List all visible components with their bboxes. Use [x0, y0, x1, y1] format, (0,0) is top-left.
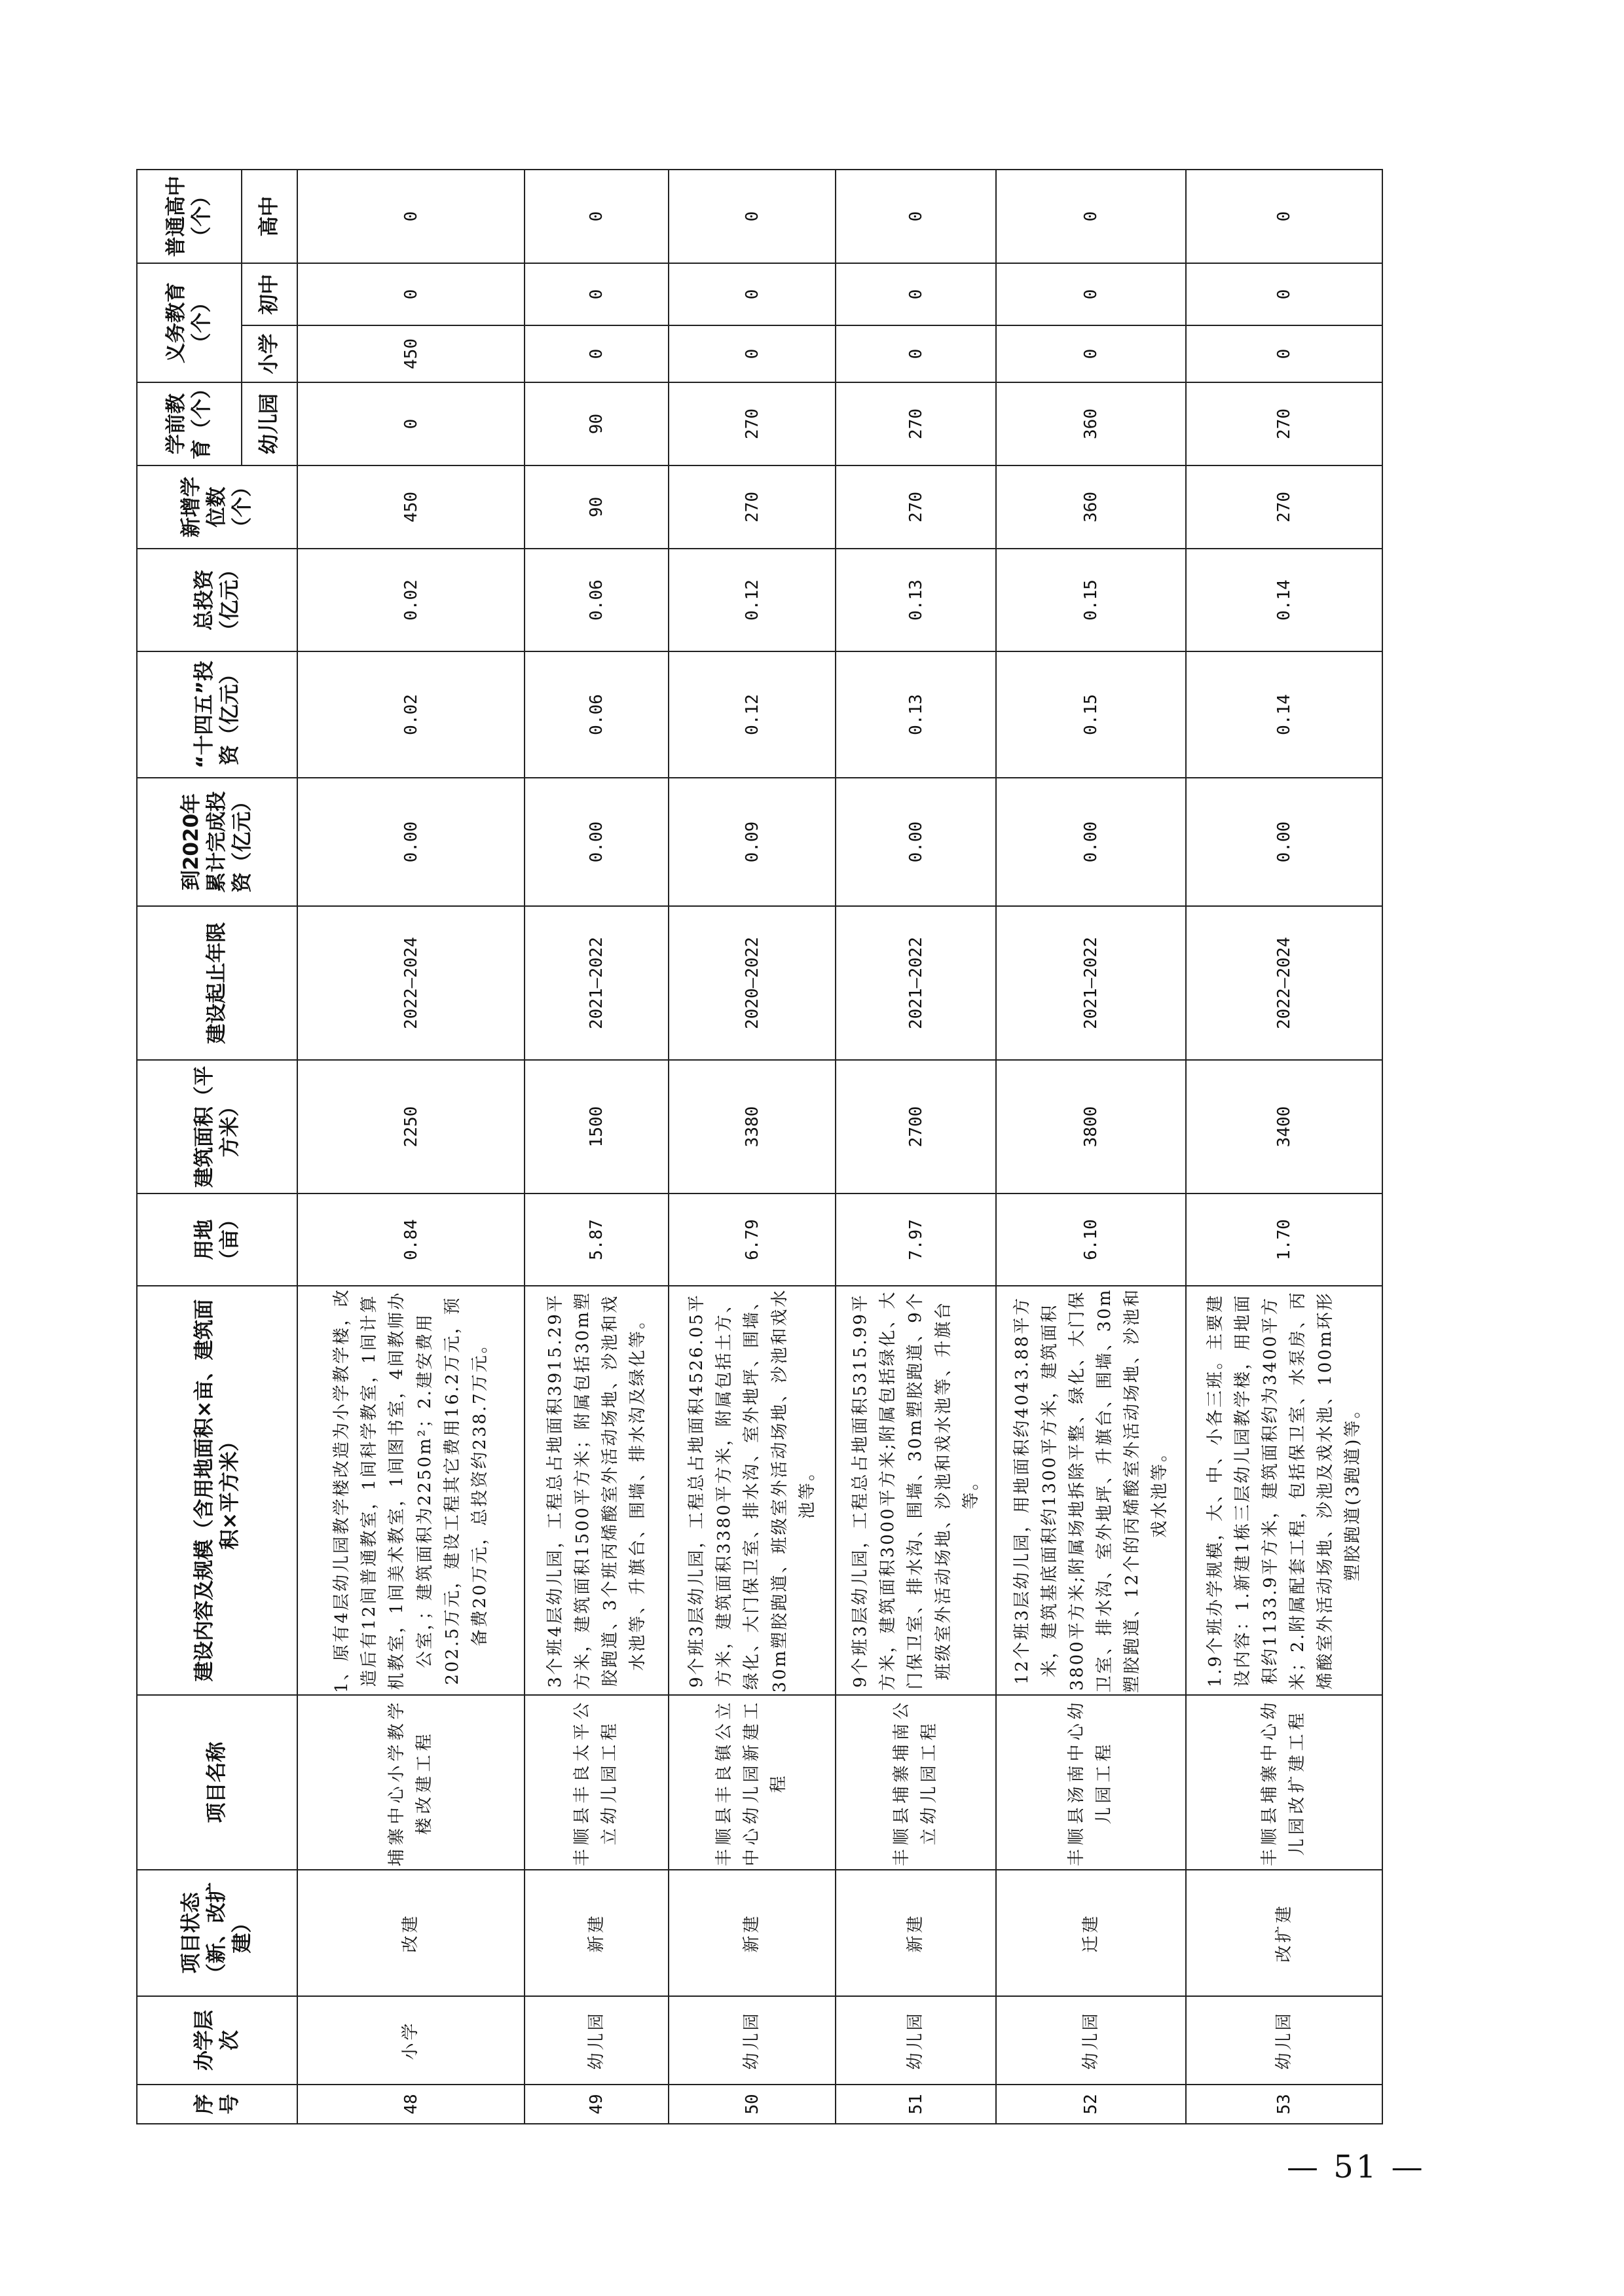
cell-high: 0: [1186, 170, 1382, 263]
cell-land: 6.10: [996, 1194, 1186, 1286]
cell-junior: 0: [1186, 263, 1382, 325]
header-content: 建设内容及规模（含用地面积×亩、建筑面积×平方米）: [137, 1286, 297, 1695]
cell-name: 埔寨中心小学教学楼改建工程: [297, 1695, 525, 1870]
table-row: [297, 170, 525, 2124]
cell-level: 幼儿园: [996, 1996, 1186, 2085]
cell-invest-14th: 0.14: [1186, 651, 1382, 778]
cell-invest-total: 0.12: [669, 549, 836, 651]
cell-status: 新建: [836, 1870, 996, 1996]
cell-land: 5.87: [525, 1194, 669, 1286]
cell-kindergarten: 270: [1186, 382, 1382, 465]
cell-junior: 0: [996, 263, 1186, 325]
cell-floor-area: 3380: [669, 1060, 836, 1194]
cell-primary: 0: [836, 325, 996, 382]
cell-new-seats: 270: [669, 465, 836, 549]
cell-floor-area: 2700: [836, 1060, 996, 1194]
cell-content: 1、原有4层幼儿园教学楼改造为小学教学楼，改造后有12间普通教室，1间科学教室，1间计算机教室，1间美术教室，1间图书室，4间教师办公室，；建筑面积为2250m²；2.建安费用202.5万元，建设工程其它费用16.2万元，预备费20万元，总投资约238.7万元。: [297, 1286, 525, 1695]
header-compulsory: 义务教育（个）: [137, 263, 242, 382]
cell-status: 迁建: [996, 1870, 1186, 1996]
cell-invest-total: 0.02: [297, 549, 525, 651]
cell-content: 9个班3层幼儿园，工程总占地面积5315.99平方米，建筑面积3000平方米;附属包括绿化、大门保卫室、排水沟、围墙、30m塑胶跑道、9个班级室外活动场地、沙池和戏水池等、升旗台等。: [836, 1286, 996, 1695]
cell-primary: 0: [996, 325, 1186, 382]
cell-high: 0: [297, 170, 525, 263]
cell-primary: 0: [669, 325, 836, 382]
cell-junior: 0: [669, 263, 836, 325]
cell-invest-2020: 0.09: [669, 778, 836, 906]
header-invest-2020: 到2020年累计完成投资（亿元）: [137, 778, 297, 906]
cell-name: 丰顺县汤南中心幼儿园工程: [996, 1695, 1186, 1870]
header-kindergarten: 幼儿园: [242, 382, 297, 465]
cell-name: 丰顺县丰良太平公立幼儿园工程: [525, 1695, 669, 1870]
cell-period: 2021—2022: [836, 906, 996, 1060]
cell-junior: 0: [297, 263, 525, 325]
cell-content: 9个班3层幼儿园，工程总占地面积4526.05平方米，建筑面积3380平方米，附属包括土方、绿化、大门保卫室、排水沟、室外地坪、围墙、30m塑胶跑道、班级室外活动场地、沙池和戏水池等。: [669, 1286, 836, 1695]
cell-status: 新建: [669, 1870, 836, 1996]
cell-level: 幼儿园: [669, 1996, 836, 2085]
cell-level: 幼儿园: [836, 1996, 996, 2085]
cell-floor-area: 2250: [297, 1060, 525, 1194]
cell-high: 0: [669, 170, 836, 263]
table-row: [1186, 170, 1382, 2124]
cell-seq: 49: [525, 2085, 669, 2124]
cell-invest-total: 0.15: [996, 549, 1186, 651]
cell-invest-2020: 0.00: [297, 778, 525, 906]
cell-primary: 0: [1186, 325, 1382, 382]
cell-floor-area: 3400: [1186, 1060, 1382, 1194]
cell-new-seats: 360: [996, 465, 1186, 549]
header-seq: 序号: [137, 2085, 297, 2124]
page-number: — 51 —: [1287, 2149, 1426, 2185]
header-floor-area: 建筑面积（平方米）: [137, 1060, 297, 1194]
cell-name: 丰顺县丰良镇公立中心幼儿园新建工程: [669, 1695, 836, 1870]
table-header-row: [137, 170, 242, 2124]
header-period: 建设起止年限: [137, 906, 297, 1060]
cell-new-seats: 90: [525, 465, 669, 549]
cell-primary: 0: [525, 325, 669, 382]
cell-invest-2020: 0.00: [525, 778, 669, 906]
cell-period: 2020—2022: [669, 906, 836, 1060]
cell-status: 改扩建: [1186, 1870, 1382, 1996]
cell-kindergarten: 270: [836, 382, 996, 465]
cell-seq: 53: [1186, 2085, 1382, 2124]
cell-high: 0: [996, 170, 1186, 263]
cell-invest-14th: 0.12: [669, 651, 836, 778]
cell-invest-2020: 0.00: [1186, 778, 1382, 906]
cell-period: 2022—2024: [297, 906, 525, 1060]
cell-invest-14th: 0.13: [836, 651, 996, 778]
cell-seq: 50: [669, 2085, 836, 2124]
header-senior: 普通高中（个）: [137, 170, 242, 263]
cell-kindergarten: 90: [525, 382, 669, 465]
cell-content: 3个班4层幼儿园，工程总占地面积3915.29平方米，建筑面积1500平方米；附属包括30m塑胶跑道、3个班丙烯酸室外活动场地、沙池和戏水池等、升旗台、围墙、排水沟及绿化等。: [525, 1286, 669, 1695]
cell-new-seats: 450: [297, 465, 525, 549]
header-level: 办学层次: [137, 1996, 297, 2085]
cell-name: 丰顺县埔寨埔南公立幼儿园工程: [836, 1695, 996, 1870]
header-invest-total: 总投资（亿元）: [137, 549, 297, 651]
cell-high: 0: [525, 170, 669, 263]
table-row: [669, 170, 836, 2124]
header-new-seats: 新增学位数（个）: [137, 465, 297, 549]
cell-invest-14th: 0.15: [996, 651, 1186, 778]
cell-primary: 450: [297, 325, 525, 382]
cell-land: 6.79: [669, 1194, 836, 1286]
cell-level: 小学: [297, 1996, 525, 2085]
header-name: 项目名称: [137, 1695, 297, 1870]
cell-seq: 48: [297, 2085, 525, 2124]
cell-invest-2020: 0.00: [996, 778, 1186, 906]
cell-land: 0.84: [297, 1194, 525, 1286]
cell-new-seats: 270: [836, 465, 996, 549]
cell-junior: 0: [525, 263, 669, 325]
cell-content: 12个班3层幼儿园，用地面积约4043.88平方米，建筑基底面积约1300平方米，建筑面积3800平方米;附属场地拆除平整、绿化、大门保卫室、排水沟、室外地坪、升旗台、围墙、30m塑胶跑道、12个的丙烯酸室外活动场地、沙池和戏水池等。: [996, 1286, 1186, 1695]
cell-level: 幼儿园: [1186, 1996, 1382, 2085]
cell-invest-14th: 0.06: [525, 651, 669, 778]
cell-period: 2021—2022: [525, 906, 669, 1060]
header-primary: 小学: [242, 325, 297, 382]
cell-floor-area: 1500: [525, 1060, 669, 1194]
cell-content: 1.9个班办学规模，大、中、小各三班。主要建设内容：1.新建1栋三层幼儿园教学楼，用地面积约1133.9平方米，建筑面积约为3400平方米；2.附属配套工程，包括保卫室、水泵房、丙烯酸室外活动场地、沙池及戏水池、100m环形塑胶跑道(3跑道)等。: [1186, 1286, 1382, 1695]
cell-junior: 0: [836, 263, 996, 325]
cell-invest-14th: 0.02: [297, 651, 525, 778]
header-junior: 初中: [242, 263, 297, 325]
cell-kindergarten: 0: [297, 382, 525, 465]
table-row: [525, 170, 669, 2124]
cell-land: 1.70: [1186, 1194, 1382, 1286]
rotated-table-container: [136, 170, 1369, 2124]
cell-status: 改建: [297, 1870, 525, 1996]
header-land: 用地（亩）: [137, 1194, 297, 1286]
cell-invest-total: 0.13: [836, 549, 996, 651]
cell-kindergarten: 270: [669, 382, 836, 465]
cell-land: 7.97: [836, 1194, 996, 1286]
cell-seq: 52: [996, 2085, 1186, 2124]
cell-period: 2021—2022: [996, 906, 1186, 1060]
cell-new-seats: 270: [1186, 465, 1382, 549]
cell-invest-2020: 0.00: [836, 778, 996, 906]
cell-seq: 51: [836, 2085, 996, 2124]
table-row: [836, 170, 996, 2124]
cell-name: 丰顺县埔寨中心幼儿园改扩建工程: [1186, 1695, 1382, 1870]
cell-invest-total: 0.06: [525, 549, 669, 651]
cell-level: 幼儿园: [525, 1996, 669, 2085]
table-row: [996, 170, 1186, 2124]
cell-kindergarten: 360: [996, 382, 1186, 465]
cell-period: 2022—2024: [1186, 906, 1382, 1060]
header-high: 高中: [242, 170, 297, 263]
cell-status: 新建: [525, 1870, 669, 1996]
cell-invest-total: 0.14: [1186, 549, 1382, 651]
project-table: [136, 169, 1383, 2124]
header-invest-14th: “十四五”投资（亿元）: [137, 651, 297, 778]
cell-floor-area: 3800: [996, 1060, 1186, 1194]
header-preschool: 学前教育（个）: [137, 382, 242, 465]
header-status: 项目状态（新、改扩建）: [137, 1870, 297, 1996]
cell-high: 0: [836, 170, 996, 263]
